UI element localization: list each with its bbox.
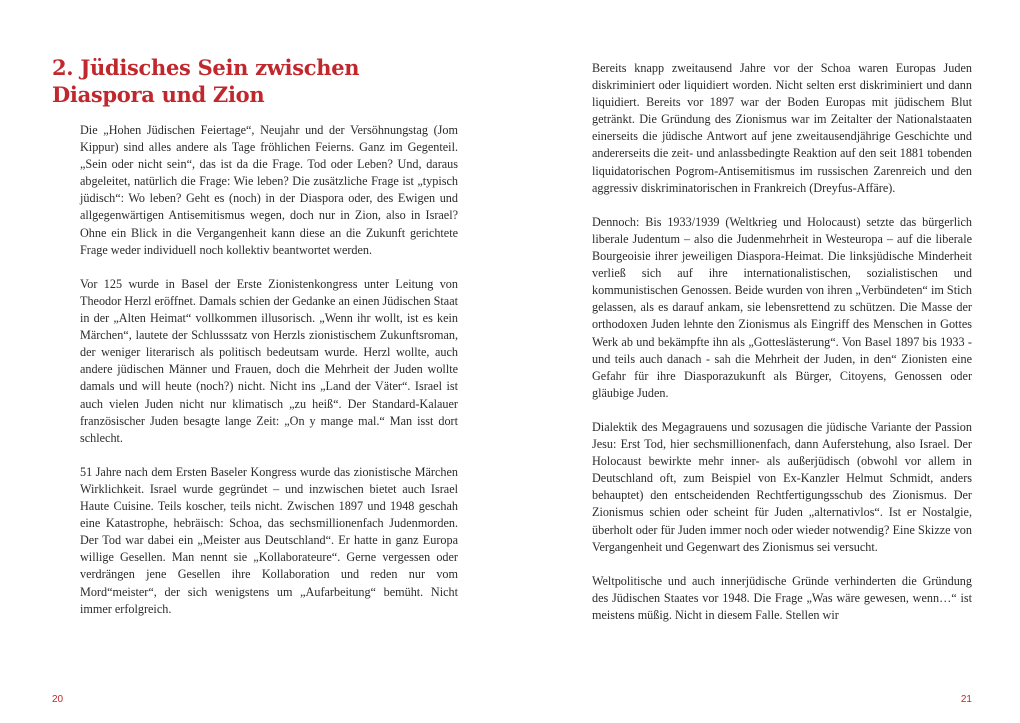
paragraph: 51 Jahre nach dem Ersten Baseler Kongress wurde das zionistische Märchen Wirklichkeit. Israel wurde gegründet – und inzwischen bietet auch Israel Haute Cuisine. Teils koscher, teils nicht. Zwischen 1897 und 1948 geschah eine Katastrophe, hebräisch: Schoa, das sechsmillionenfach Judenmorden. Der Tod war dabei ein „Meister aus Deutschland“. Er hatte in ganz Europa willige Gesellen. Man nennt sie „Kollaborateure“. Gerne vergessen oder verdrängen jene Gesellen ihre Kollaboration und reden nur vom Mord“meister“, der sich wenigstens um „Aufarbeitung“ bemüht. Nicht immer erfolgreich. <box>80 464 458 616</box>
paragraph: Weltpolitische und auch innerjüdische Gründe verhinderten die Gründung des Jüdischen Staates vor 1948. Die Frage „Was wäre gewesen, wenn…“ ist meistens müßig. Nicht in diesem Falle. Stellen wir <box>592 573 972 622</box>
left-body-text <box>80 122 458 635</box>
paragraph: Vor 125 wurde in Basel der Erste Zionistenkongress unter Leitung von Theodor Herzl eröffnet. Damals schien der Gedanke an einen Jüdischen Staat in der „Alten Heimat“ vollkommen illusorisch. „Wenn ihr wollt, ist es kein Märchen“, lautete der Schlusssatz von Herzls zionistischem Zukunftsroman, der weniger literarisch als politisch bedeutsam wurde. Herzl wollte, auch andere jüdischen Männer und Frauen, doch die Mehrheit der Juden wollte damals und will heute (noch?) nicht. Nicht ins „Land der Väter“. Israel ist auch vielen Juden nicht nur klimatisch „zu heiß“. Der Standard-Kalauer französischer Juden besagte lange Zeit: „On y mange mal.“ Man isst dort schlecht. <box>80 276 458 445</box>
chapter-title-line-1: 2. Jüdisches Sein zwischen <box>52 55 360 80</box>
chapter-title <box>52 54 359 108</box>
paragraph: Dennoch: Bis 1933/1939 (Weltkrieg und Holocaust) setzte das bürgerlich liberale Judentum – also die Judenmehrheit in Westeuropa – auf die liberale Bourgeoisie ihrer jeweiligen Diaspora-Heimat. Die linksjüdische Minderheit verließ sich auf ihre internationalistischen, sozialistischen und kommunistischen Genossen. Beide wurden von ihren „Verbündeten“ im Stich gelassen, als es darauf ankam, sie lebensrettend zu schützen. Die Masse der orthodoxen Juden lehnte den Zionismus als Eingriff des Menschen in Gottes Werk ab und bekämpfte ihn als „Gotteslästerung“. Von Basel 1897 bis 1933 - und teils auch danach - sah die Mehrheit der Juden, in den“ Zionisten eine Gefahr für ihre Diasporazukunft als Bürger, Citoyens, Genossen oder gläubige Juden. <box>592 214 972 400</box>
chapter-title-line-2: Diaspora und Zion <box>52 82 265 107</box>
page-number-right: 21 <box>960 694 972 705</box>
right-body-text <box>592 60 972 641</box>
paragraph: Dialektik des Megagrauens und sozusagen die jüdische Variante der Passion Jesu: Erst Tod, hier sechsmillionenfach, dann Auferstehung, also Israel. Der Holocaust bewirkte mehr inner- als außerjüdisch (obwohl vor allem in Deutschland oft, zum Beispiel von Ex-Kanzler Helmut Schmidt, anders behauptet) den entscheidenden Rechtfertigungsschub des Zionismus. Der Zionismus schien oder scheint für Juden „alternativlos“. Ist er Nostalgie, überholt oder für Juden immer noch oder wieder notwendig? Eine Skizze von Vergangenheit und Gegenwart des Zionismus sei versucht. <box>592 419 972 554</box>
page-number-left: 20 <box>52 694 64 705</box>
paragraph: Bereits knapp zweitausend Jahre vor der Schoa waren Europas Juden diskriminiert oder liquidiert worden. Nicht selten erst diskriminiert und dann liquidiert. Bereits vor 1897 war der Boden Europas mit jüdischem Blut getränkt. Die Gründung des Zionismus war im Zeitalter der Nationalstaaten einerseits die jüdische Antwort auf jene zweitausendjährige Geschichte und andererseits die zeit- und anlassbedingte Reaktion auf den seit 1881 tobenden liquidatorischen Pogrom-Antisemitismus im russischen Zarenreich und den aggressiv diskriminatorischen in Frankreich (Dreyfus-Affäre). <box>592 61 972 195</box>
right-page <box>510 0 1020 723</box>
paragraph: Die „Hohen Jüdischen Feiertage“, Neujahr und der Versöhnungstag (Jom Kippur) sind alles andere als Tage fröhlichen Feierns. Ganz im Gegenteil. „Sein oder nicht sein“, das ist da die Frage. Tod oder Leben? Und, daraus abgeleitet, natürlich die Frage: Wie leben? Die zusätzliche Frage ist „typisch jüdisch“: Wo leben? Geht es (noch) in der Diaspora oder, des Ewigen und allgegenwärtigen Antisemitismus wegen, doch nur in Zion, also in Israel? Ohne ein Blick in die Vergangenheit kann diese an die Zukunft gerichtete Frage weder individuell noch kollektiv beantwortet werden. <box>80 123 458 257</box>
